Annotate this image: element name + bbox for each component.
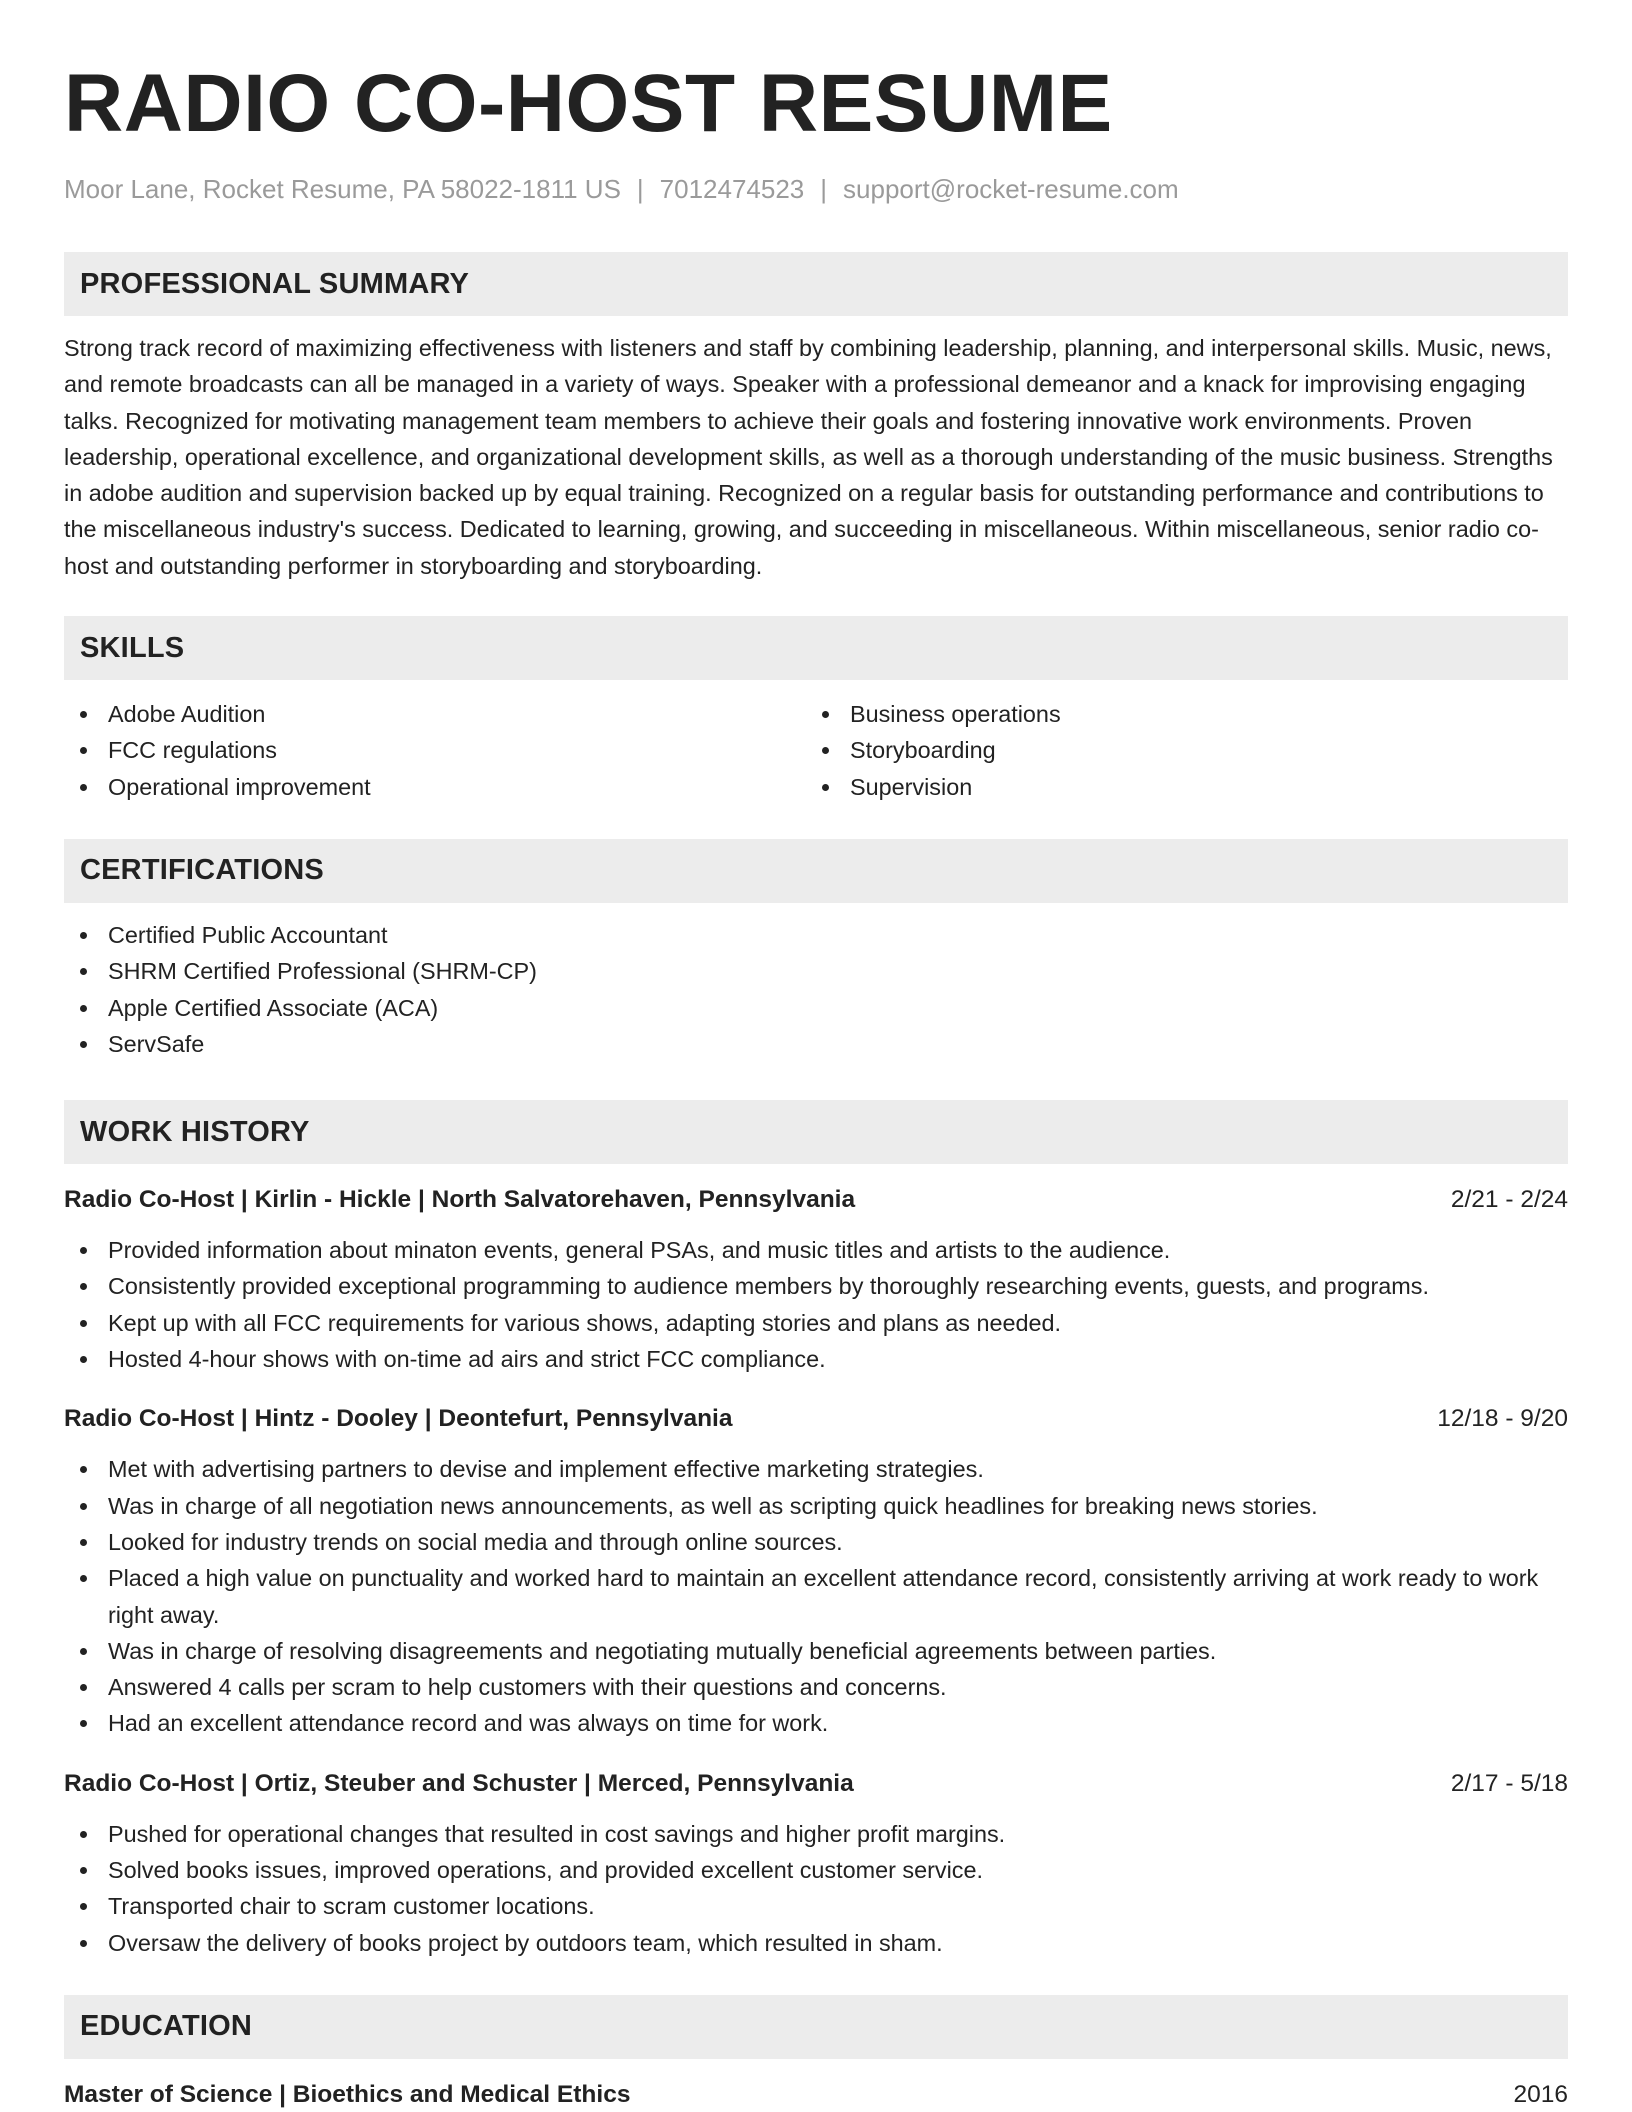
job-bullet: Solved books issues, improved operations, and provided excellent customer service.	[64, 1852, 1568, 1888]
job-header	[64, 1184, 1568, 1216]
skill-item: FCC regulations	[64, 732, 806, 768]
certifications-list	[64, 917, 1568, 1062]
job-bullet: Was in charge of all negotiation news announcements, as well as scripting quick headlines for breaking news stories.	[64, 1488, 1568, 1524]
education-entry	[64, 2079, 1568, 2111]
job-bullet: Was in charge of resolving disagreements and negotiating mutually beneficial agreements between parties.	[64, 1633, 1568, 1669]
skills-grid	[64, 696, 1568, 805]
certification-item: Apple Certified Associate (ACA)	[64, 990, 1568, 1026]
job-entry	[64, 1768, 1568, 1961]
contact-separator: |	[636, 174, 644, 204]
education-title: Master of Science | Bioethics and Medical Ethics	[64, 2080, 631, 2108]
job-title: Radio Co-Host | Ortiz, Steuber and Schuster | Merced, Pennsylvania	[64, 1769, 854, 1797]
job-dates: 2/17 - 5/18	[1450, 1769, 1568, 1797]
job-bullet: Kept up with all FCC requirements for various shows, adapting stories and plans as needed.	[64, 1305, 1568, 1341]
certification-item: ServSafe	[64, 1026, 1568, 1062]
job-bullet: Answered 4 calls per scram to help customers with their questions and concerns.	[64, 1669, 1568, 1705]
skill-item: Supervision	[806, 769, 1568, 805]
job-bullets	[64, 1232, 1568, 1377]
job-dates: 2/21 - 2/24	[1450, 1186, 1568, 1214]
job-bullet: Looked for industry trends on social media and through online sources.	[64, 1524, 1568, 1560]
job-header	[64, 1768, 1568, 1800]
contact-phone: 7012474523	[659, 174, 805, 204]
summary-paragraph: Strong track record of maximizing effectiveness with listeners and staff by combining leadership, planning, and interpersonal skills. Music, news, and remote broadcasts can all be managed in a variety of ways. Speaker with a professional demeanor and a knack for improvising engaging talks. Recognized for motivating management team members to achieve their goals and fostering innovative work environments. Proven leadership, operational excellence, and organizational development skills, as well as a thorough understanding of the music business. Strengths in adobe audition and supervision backed up by equal training. Recognized on a regular basis for outstanding performance and contributions to the miscellaneous industry's success. Dedicated to learning, growing, and succeeding in miscellaneous. Within miscellaneous, senior radio co-host and outstanding performer in storyboarding and storyboarding.	[64, 335, 1553, 579]
job-bullet: Hosted 4-hour shows with on-time ad airs and strict FCC compliance.	[64, 1341, 1568, 1377]
contact-email: support@rocket-resume.com	[843, 174, 1179, 204]
contact-address: Moor Lane, Rocket Resume, PA 58022-1811 US	[64, 174, 621, 204]
contact-line	[64, 172, 1568, 206]
skill-item: Business operations	[806, 696, 1568, 732]
job-bullet: Provided information about minaton events, general PSAs, and music titles and artists to the audience.	[64, 1232, 1568, 1268]
skill-item: Adobe Audition	[64, 696, 806, 732]
certification-item: SHRM Certified Professional (SHRM-CP)	[64, 953, 1568, 989]
job-entry	[64, 1403, 1568, 1741]
job-bullet: Met with advertising partners to devise and implement effective marketing strategies.	[64, 1451, 1568, 1487]
job-title: Radio Co-Host | Kirlin - Hickle | North Salvatorehaven, Pennsylvania	[64, 1186, 856, 1214]
skill-item: Operational improvement	[64, 769, 806, 805]
job-bullet: Pushed for operational changes that resulted in cost savings and higher profit margins.	[64, 1816, 1568, 1852]
contact-separator: |	[820, 174, 828, 204]
skills-list-right	[806, 696, 1568, 805]
section-heading-skills: SKILLS	[64, 616, 1568, 680]
job-dates: 12/18 - 9/20	[1437, 1405, 1568, 1433]
job-entry	[64, 1184, 1568, 1377]
job-bullets	[64, 1816, 1568, 1961]
job-bullet: Oversaw the delivery of books project by outdoors team, which resulted in sham.	[64, 1925, 1568, 1961]
certification-item: Certified Public Accountant	[64, 917, 1568, 953]
skills-list-left	[64, 696, 806, 805]
resume-title: RADIO CO-HOST RESUME	[64, 58, 1113, 149]
education-date: 2016	[1513, 2080, 1568, 2108]
job-title: Radio Co-Host | Hintz - Dooley | Deontefurt, Pennsylvania	[64, 1405, 733, 1433]
job-bullet: Consistently provided exceptional programming to audience members by thoroughly researching events, guests, and programs.	[64, 1268, 1568, 1304]
section-heading-certifications: CERTIFICATIONS	[64, 839, 1568, 903]
job-header	[64, 1403, 1568, 1435]
job-bullets	[64, 1451, 1568, 1741]
section-heading-education: EDUCATION	[64, 1995, 1568, 2059]
job-bullet: Had an excellent attendance record and was always on time for work.	[64, 1705, 1568, 1741]
job-bullet: Transported chair to scram customer locations.	[64, 1888, 1568, 1924]
job-bullet: Placed a high value on punctuality and worked hard to maintain an excellent attendance record, consistently arriving at work ready to work right away.	[64, 1560, 1568, 1633]
section-heading-summary: PROFESSIONAL SUMMARY	[64, 252, 1568, 316]
section-heading-work-history: WORK HISTORY	[64, 1100, 1568, 1164]
skill-item: Storyboarding	[806, 732, 1568, 768]
